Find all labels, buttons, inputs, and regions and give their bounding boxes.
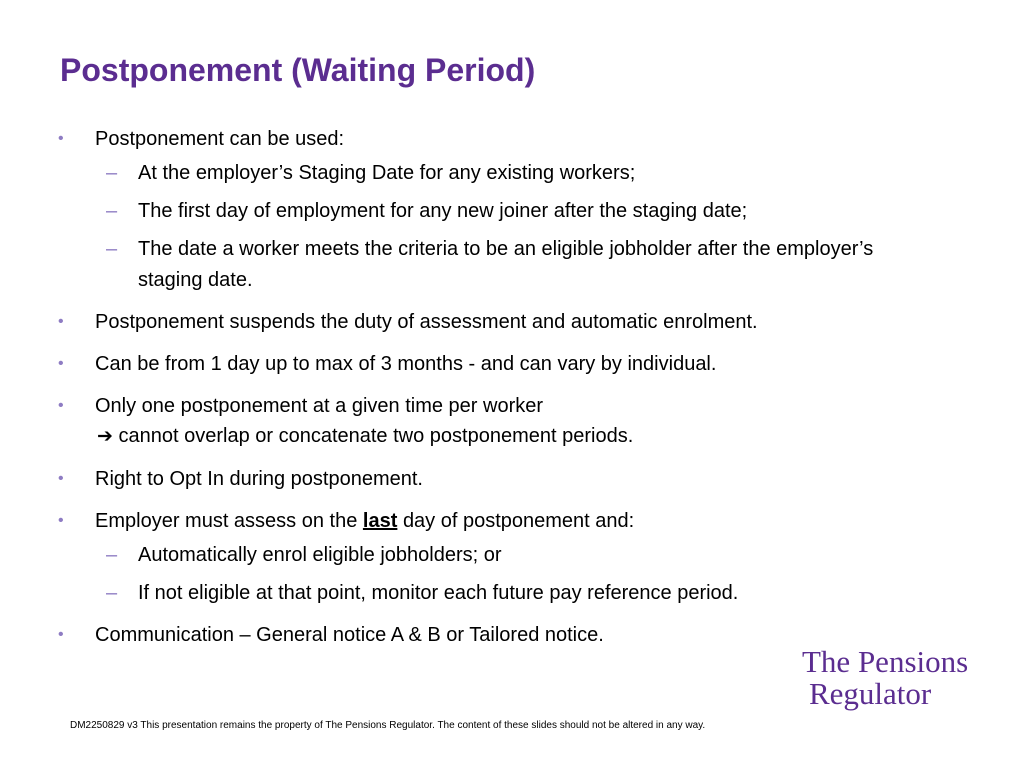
sub-bullet-item [58,158,938,189]
sub-bullet-text: The first day of employment for any new joiner after the staging date; [138,200,748,222]
bullet-text: Postponement can be used: [95,128,345,150]
emphasis-text: last [362,510,398,532]
bullet-text-before: Employer must assess on the [95,510,358,532]
bullet-continuation [95,421,938,452]
bullet-item [58,349,938,379]
logo-line-2: Regulator [809,676,932,711]
sub-bullet-text: At the employer’s Staging Date for any existing workers; [138,162,636,184]
dash-icon: – [106,200,118,222]
bullet-icon: • [58,355,64,372]
sub-bullet-text: The date a worker meets the criteria to be an eligible jobholder after the employer’s staging date. [138,238,874,291]
arrow-right-icon: ➔ [97,426,113,447]
bullet-item [58,464,938,494]
slide-title: Postponement (Waiting Period) [60,52,536,88]
sub-bullet-text: If not eligible at that point, monitor each future pay reference period. [138,582,739,604]
bullet-text: Can be from 1 day up to max of 3 months - and can vary by individual. [95,353,717,375]
logo-line-1: The Pensions [802,644,969,679]
footer-disclaimer: DM2250829 v3 This presentation remains the property of The Pensions Regulator. The content of these slides should not be altered in any way. [70,720,706,731]
bullet-icon: • [58,626,64,643]
pensions-regulator-logo [802,646,968,710]
bullet-icon: • [58,130,64,147]
bullet-icon: • [58,470,64,487]
continuation-text: cannot overlap or concatenate two postponement periods. [118,425,634,447]
sub-bullet-text: Automatically enrol eligible jobholders; or [138,544,502,566]
bullet-text: Only one postponement at a given time per worker [95,395,544,417]
sub-bullet-item [58,234,938,296]
sub-bullet-item [58,196,938,227]
sub-bullet-item [58,578,938,609]
bullet-icon: • [58,512,64,529]
bullet-item [58,307,938,337]
bullet-icon: • [58,397,64,414]
bullet-text: Right to Opt In during postponement. [95,468,423,490]
bullet-icon: • [58,313,64,330]
dash-icon: – [106,544,118,566]
bullet-item [58,391,938,452]
dash-icon: – [106,162,118,184]
bullet-list [58,124,938,662]
bullet-text: Postponement suspends the duty of assessment and automatic enrolment. [95,311,758,333]
bullet-text-after: day of postponement and: [402,510,635,532]
bullet-item [58,124,938,154]
dash-icon: – [106,582,118,604]
bullet-item [58,506,938,536]
sub-bullet-item [58,540,938,571]
dash-icon: – [106,238,118,260]
bullet-text: Communication – General notice A & B or Tailored notice. [95,624,604,646]
